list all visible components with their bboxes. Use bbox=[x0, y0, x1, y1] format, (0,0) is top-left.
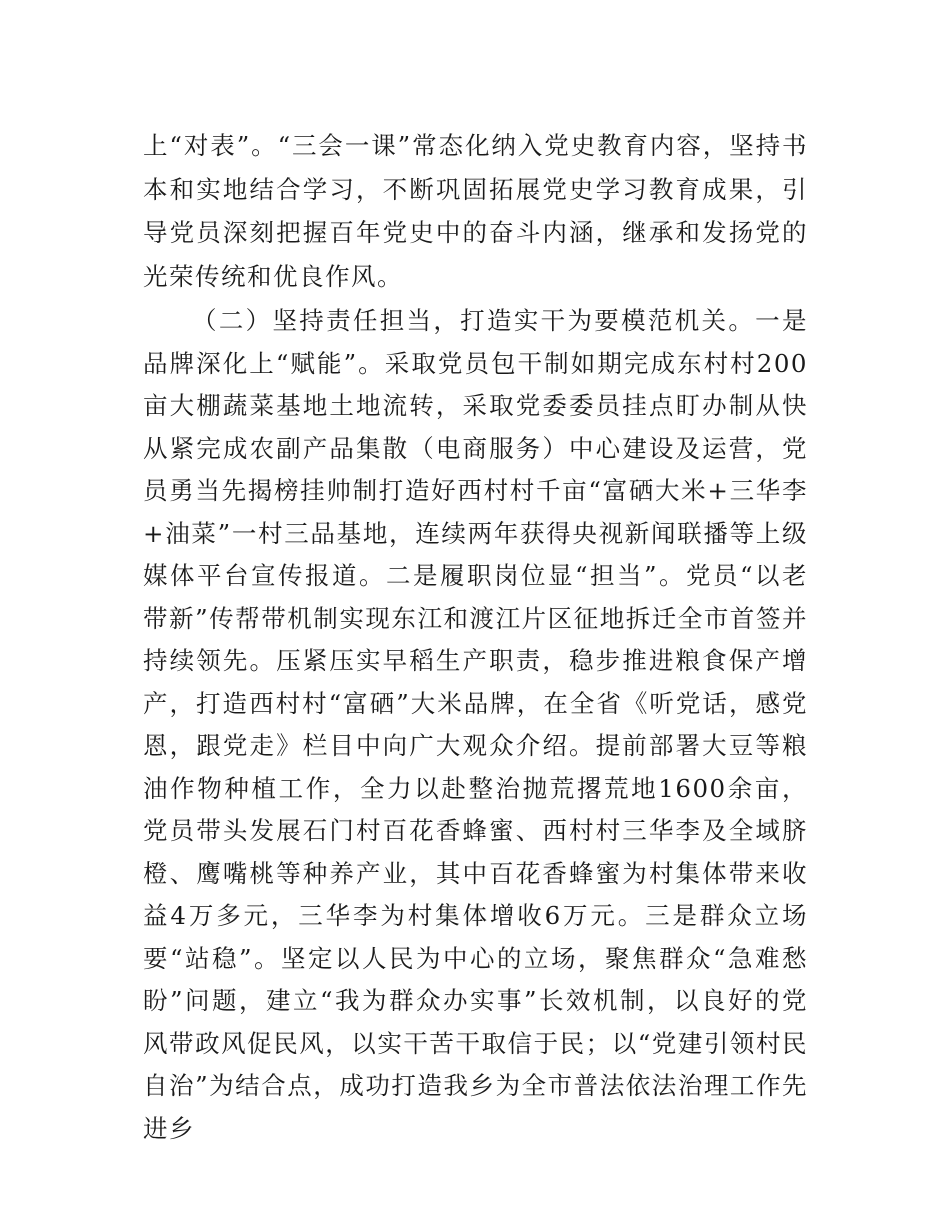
paragraph-responsibility-model-organ: （二）坚持责任担当，打造实干为要模范机关。一是品牌深化上“赋能”。采取党员包干制如期完成东村村200亩大棚蔬菜基地土地流转，采取党委委员挂点盯办制从快从紧完成农副产品集散（电商服务）中心建设及运营，党员勇当先揭榜挂帅制打造好西村村千亩“富硒大米+三华李+油菜”一村三品基地，连续两年获得央视新闻联播等上级媒体平台宣传报道。二是履职岗位显“担当”。党员“以老带新”传帮带机制实现东江和渡江片区征地拆迁全市首签并持续领先。压紧压实早稻生产职责，稳步推进粮食保产增产，打造西村村“富硒”大米品牌，在全省《听党话，感党恩，跟党走》栏目中向广大观众介绍。提前部署大豆等粮油作物种植工作，全力以赴整治抛荒撂荒地1600余亩，党员带头发展石门村百花香蜂蜜、西村村三华李及全域脐橙、鹰嘴桃等种养产业，其中百花香蜂蜜为村集体带来收益4万多元，三华李为村集体增收6万元。三是群众立场要“站稳”。坚定以人民为中心的立场，聚焦群众“急难愁盼”问题，建立“我为群众办实事”长效机制，以良好的党风带政风促民风，以实干苦干取信于民；以“党建引领村民自治”为结合点，成功打造我乡为全市普法依法治理工作先进乡 bbox=[143, 306, 808, 1143]
paragraph-party-history-study: 上“对表”。“三会一课”常态化纳入党史教育内容，坚持书本和实地结合学习，不断巩固拓展党史学习教育成果，引导党员深刻把握百年党史中的奋斗内涵，继承和发扬党的光荣传统和优良作风。 bbox=[143, 131, 808, 291]
